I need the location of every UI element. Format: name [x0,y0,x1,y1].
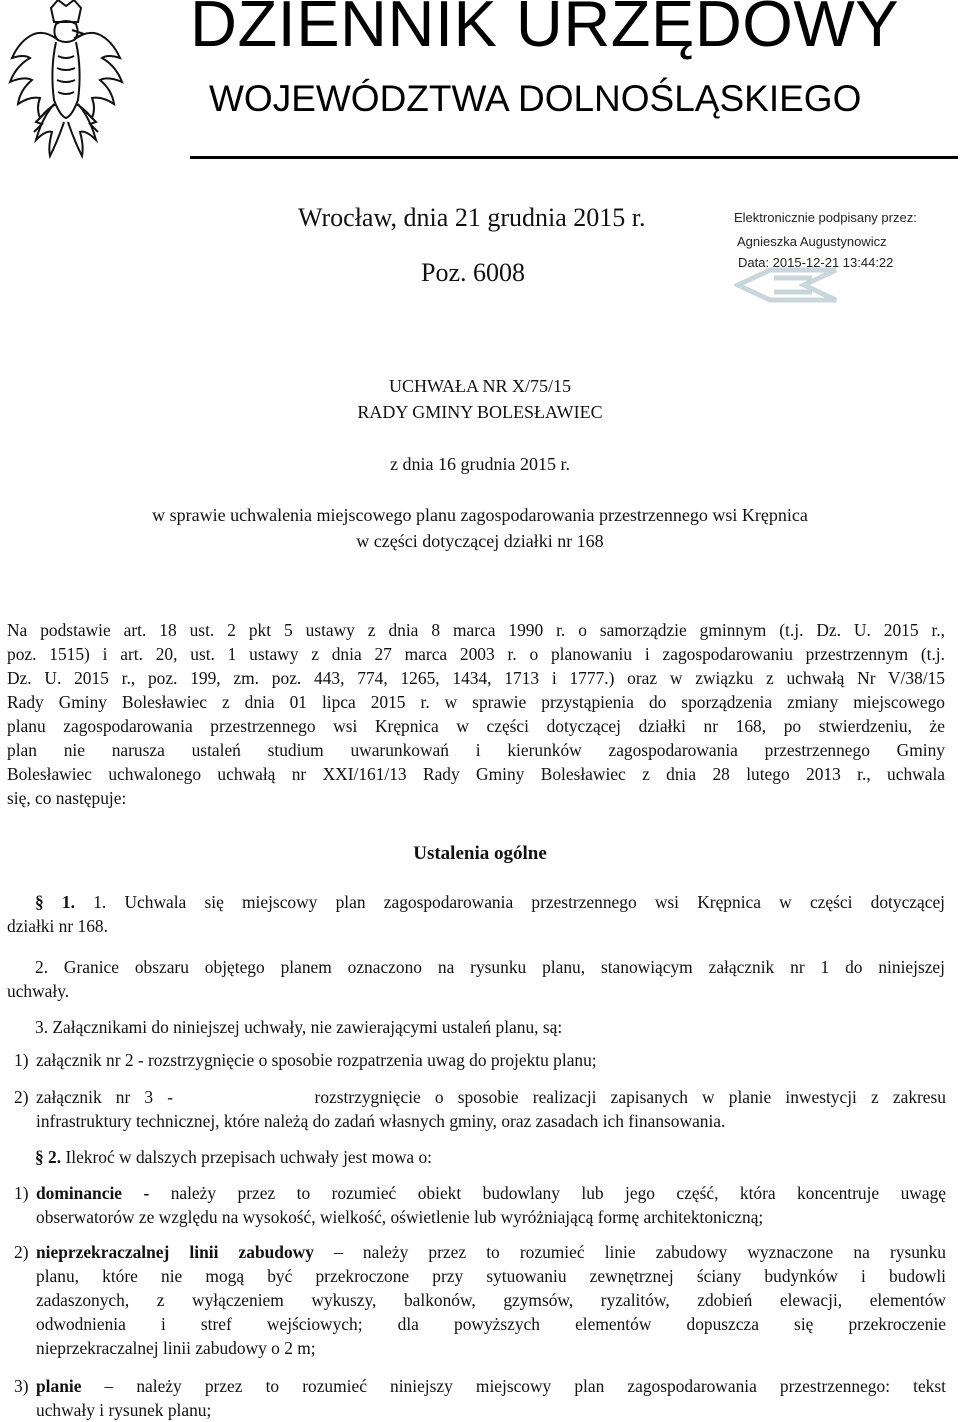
list-text: załącznik nr 2 - rozstrzygnięcie o sposobie rozpatrzenia uwag do projektu planu; [36,1050,597,1070]
definition-text: należy przez to rozumieć obiekt budowlany lub jego część, która koncentruje uwagę [170,1183,946,1203]
definition-item [14,1374,946,1422]
point-text: 1. Uchwala się miejscowy plan zagospodarowania przestrzennego wsi Krępnica w części dotyczącej [93,892,946,912]
preamble-line: Rady Gminy Bolesławiec z dnia 01 lipca 2015 r. w sprawie przystąpienia do sporządzenia zmiany miejscowego [7,692,945,712]
definition-item [14,1240,946,1360]
list-text: infrastruktury technicznej, które należą do zadań własnych gminy, oraz zasadach ich finansowania. [36,1111,726,1131]
preamble-line: planu zagospodarowania przestrzennego wsi Krępnica w części dotyczącej działki nr 168, po stwierdzeniu, że [7,716,945,736]
preamble-line: plan nie narusza ustaleń studium uwarunkowań i kierunków zagospodarowania przestrzennego Gminy [7,740,945,760]
preamble-paragraph [7,618,945,810]
definition-text: – należy przez to rozumieć linie zabudowy wyznaczone na rysunku [334,1242,946,1262]
place-and-date: Wrocław, dnia 21 grudnia 2015 r. [298,203,646,232]
point-text: Ilekroć w dalszych przepisach uchwały jest mowa o: [65,1147,432,1167]
definition-text: – należy przez to rozumieć niniejszy miejscowy plan zagospodarowania przestrzennego: tekst [104,1376,946,1396]
resolution-subject-line: w części dotyczącej działki nr 168 [356,531,604,551]
paragraph-2-intro [7,1145,945,1169]
masthead-title: DZIENNIK URZĘDOWY [190,0,900,60]
paragraph-1-point-2 [7,955,945,1003]
list-number: 2) [14,1242,29,1262]
preamble-line: się, co następuje: [7,788,127,808]
definition-item [14,1181,946,1229]
list-number: 1) [14,1183,29,1203]
preamble-line: Bolesławiec uchwalonego uchwałą nr XXI/161/13 Rady Gminy Bolesławiec z dnia 28 lutego 2013 r., uchwala [7,764,945,784]
definition-text: uchwały i rysunek planu; [36,1400,212,1420]
resolution-title: UCHWAŁA NR X/75/15 [388,376,571,396]
resolution-council: RADY GMINY BOLESŁAWIEC [357,402,603,422]
preamble-line: Dz. U. 2015 r., poz. 199, zm. poz. 443, 774, 1265, 1434, 1713 i 1777.) oraz w związku z uchwałą Nr V/38/15 [7,668,945,688]
paragraph-mark: § 1. [35,892,75,912]
list-number: 1) [14,1050,29,1070]
point-text: działki nr 168. [7,916,108,936]
resolution-subject-line: w sprawie uchwalenia miejscowego planu zagospodarowania przestrzennego wsi Krępnica [152,505,808,525]
preamble-line: Na podstawie art. 18 ust. 2 pkt 5 ustawy z dnia 8 marca 1990 r. o samorządzie gminnym (t.j. Dz. U. 2015 r., [7,620,945,640]
definition-text: nieprzekraczalnej linii zabudowy o 2 m; [36,1338,316,1358]
list-item [14,1048,946,1072]
definition-term: dominancie - [36,1183,150,1203]
definition-text: obserwatorów ze względu na wysokość, wielkość, oświetlenie lub wyróżniającą formę architektoniczną; [36,1207,764,1227]
signature-label: Elektronicznie podpisany przez: [734,210,917,225]
paragraph-mark: § 2. [35,1147,62,1167]
definition-text: planu, które nie mogą być przekroczone przy sytuowaniu zewnętrznej ściany budynków i budowli [36,1266,946,1286]
list-number: 3) [14,1376,29,1396]
list-text: załącznik nr 3 - rozstrzygnięcie o sposobie realizacji zapisanych w planie inwestycji z zakresu [36,1087,946,1107]
section-heading: Ustalenia ogólne [413,843,547,864]
signature-date: Data: 2015-12-21 13:44:22 [738,255,894,270]
electronic-signature [734,210,954,300]
position-number: Poz. 6008 [421,258,525,287]
paragraph-1-point-3 [7,1015,945,1039]
list-item [14,1085,946,1133]
masthead-subtitle: WOJEWÓDZTWA DOLNOŚLĄSKIEGO [209,78,862,119]
definition-text: odwodnienia i stref wejściowych; dla powyższych elementów dopuszcza się przekroczenie [36,1314,946,1334]
coat-of-arms-eagle-icon [6,0,126,160]
point-text: 2. Granice obszaru objętego planem oznaczono na rysunku planu, stanowiącym załącznik nr 1 do niniejszej [35,957,945,977]
resolution-date: z dnia 16 grudnia 2015 r. [390,454,570,474]
point-text: 3. Załącznikami do niniejszej uchwały, nie zawierającymi ustaleń planu, są: [35,1017,563,1037]
definition-term: nieprzekraczalnej linii zabudowy [36,1242,314,1262]
list-number: 2) [14,1087,29,1107]
definition-text: zadaszonych, z wyłączeniem wykuszy, balkonów, gzymsów, ryzalitów, zdobień elewacji, elementów [36,1290,946,1310]
preamble-line: poz. 1515) i art. 20, ust. 1 ustawy z dnia 27 marca 2003 r. o planowaniu i zagospodarowaniu przestrzennym (t.j. [7,644,945,664]
header-divider [190,156,958,159]
paragraph-1-point-1 [7,890,945,938]
signature-signer: Agnieszka Augustynowicz [737,234,887,249]
point-text: uchwały. [7,981,70,1001]
definition-term: planie [36,1376,82,1396]
